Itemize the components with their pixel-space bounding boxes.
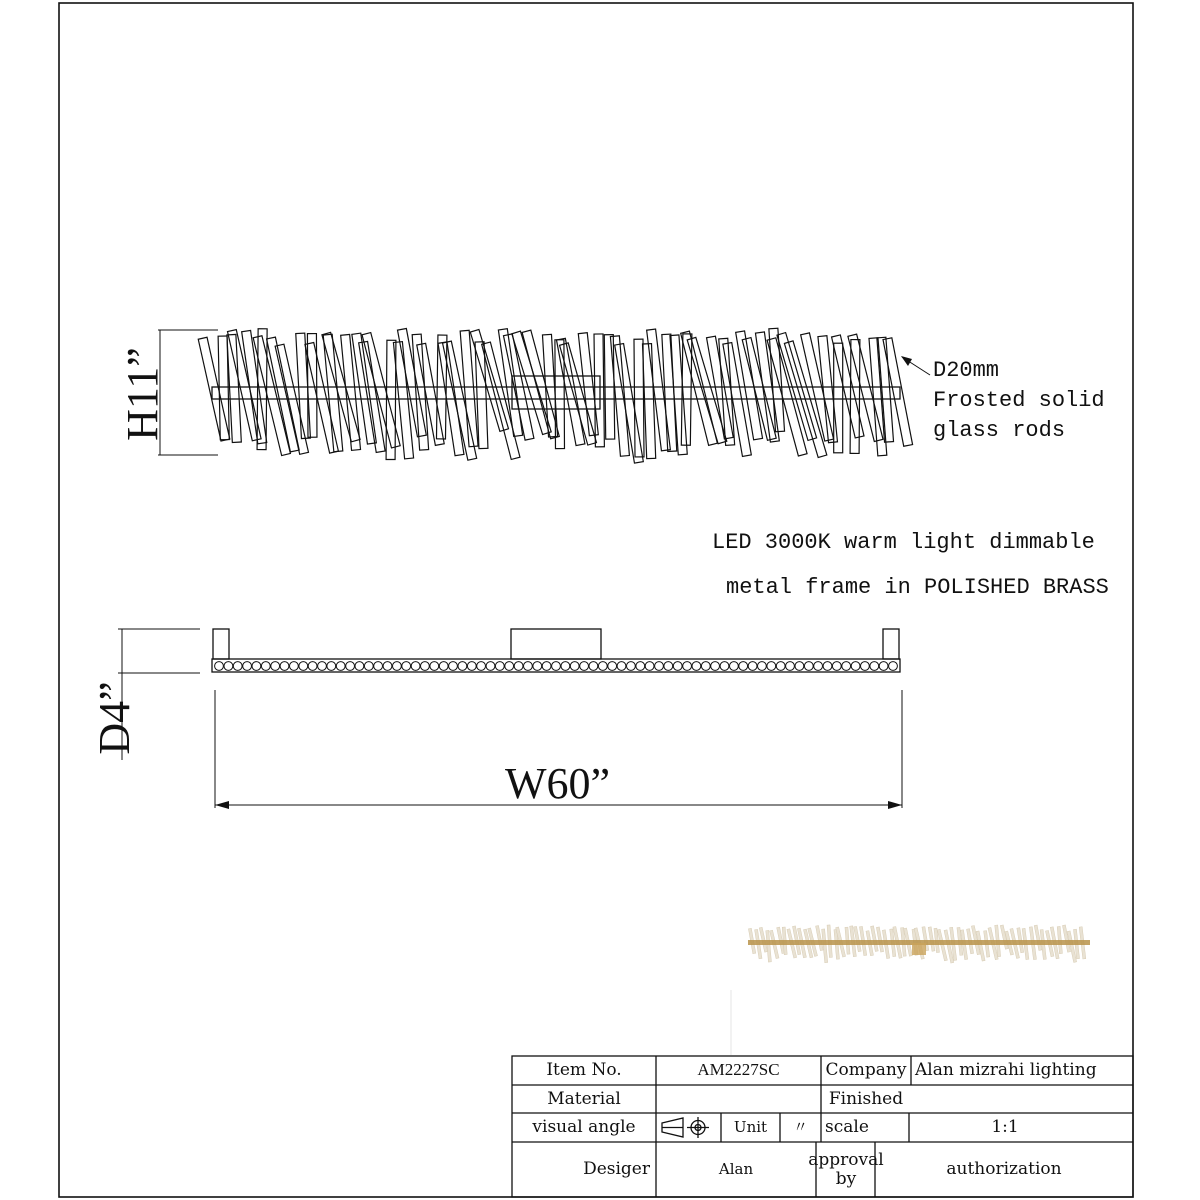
glass-rods-group — [198, 328, 912, 463]
rod-end-bead — [627, 662, 636, 671]
rod-end-bead — [290, 662, 299, 671]
rod-end-bead — [748, 662, 757, 671]
authorization-label: authorization — [946, 1159, 1062, 1180]
rod-end-bead — [346, 662, 355, 671]
rod-end-bead — [486, 662, 495, 671]
company-value: Alan mizrahi lighting — [915, 1060, 1097, 1081]
rod-end-bead — [374, 662, 383, 671]
rod-end-bead — [449, 662, 458, 671]
rod-end-bead — [832, 662, 841, 671]
rod-end-bead — [280, 662, 289, 671]
rod-end-bead — [580, 662, 589, 671]
company-label: Company — [825, 1060, 907, 1081]
rod-material-note-line2: glass rods — [933, 418, 1066, 443]
rod-end-bead — [393, 662, 402, 671]
finished-value — [911, 1085, 1133, 1113]
rod-end-bead — [786, 662, 795, 671]
material-value — [656, 1085, 821, 1113]
rod-end-bead — [402, 662, 411, 671]
rod-end-bead — [851, 662, 860, 671]
rod-end-bead — [683, 662, 692, 671]
rod-end-bead — [739, 662, 748, 671]
rod-end-bead — [673, 662, 682, 671]
rod-end-bead — [261, 662, 270, 671]
rod-end-bead — [664, 662, 673, 671]
rod-end-bead — [477, 662, 486, 671]
rod-end-bead — [636, 662, 645, 671]
product-photo — [748, 925, 1090, 963]
glass-rod — [267, 337, 300, 452]
rod-end-bead — [383, 662, 392, 671]
projection-symbol-icon — [662, 1117, 709, 1138]
rod-end-bead — [879, 662, 888, 671]
rod-end-bead — [655, 662, 664, 671]
frame-spec-note: metal frame in POLISHED BRASS — [726, 575, 1109, 600]
sheet-border — [59, 3, 1133, 1197]
side-view-left-bracket — [213, 629, 229, 659]
rod-end-bead — [861, 662, 870, 671]
item-no-value: AM2227SC — [697, 1060, 780, 1080]
side-view-canopy — [511, 629, 601, 659]
approval-label: approval by — [808, 1150, 884, 1189]
rod-end-bead — [243, 662, 252, 671]
rod-end-bead — [767, 662, 776, 671]
rod-end-bead — [692, 662, 701, 671]
rod-end-bead — [617, 662, 626, 671]
rod-end-bead — [645, 662, 654, 671]
rod-end-bead — [421, 662, 430, 671]
rod-note-arrowhead — [901, 356, 912, 366]
photo-glass-rod — [1034, 925, 1042, 950]
rod-material-note-line1: Frosted solid — [933, 388, 1105, 413]
rod-end-bead — [514, 662, 523, 671]
width-dimension-label: W60” — [505, 759, 611, 808]
rod-end-bead — [720, 662, 729, 671]
rod-end-bead — [814, 662, 823, 671]
rod-end-bead — [364, 662, 373, 671]
rod-end-bead — [889, 662, 898, 671]
rod-end-bead — [842, 662, 851, 671]
rod-end-bead — [467, 662, 476, 671]
scale-value: 1:1 — [991, 1117, 1019, 1138]
material-label: Material — [547, 1088, 621, 1109]
item-no-label: Item No. — [546, 1060, 622, 1081]
rod-end-bead — [355, 662, 364, 671]
glass-rod — [359, 341, 385, 452]
rod-end-bead — [758, 662, 767, 671]
glass-rod — [341, 334, 361, 450]
rod-end-bead — [561, 662, 570, 671]
glass-rod — [594, 334, 604, 447]
unit-label: Unit — [733, 1118, 768, 1137]
rod-end-bead — [524, 662, 533, 671]
rod-end-bead — [608, 662, 617, 671]
light-spec-note: LED 3000K warm light dimmable — [712, 530, 1095, 555]
rod-end-bead — [336, 662, 345, 671]
width-dim-arrow-right — [888, 801, 902, 809]
unit-value: 〃 — [792, 1118, 808, 1137]
glass-rod — [560, 343, 597, 445]
finished-label: Finished — [828, 1088, 904, 1109]
rod-end-bead — [598, 662, 607, 671]
rod-end-bead — [430, 662, 439, 671]
rod-end-bead — [308, 662, 317, 671]
height-dimension-label: H11” — [118, 347, 167, 441]
glass-rod — [670, 335, 687, 455]
rod-end-bead — [542, 662, 551, 671]
glass-rod — [198, 337, 230, 441]
rod-end-bead — [458, 662, 467, 671]
rod-end-bead — [224, 662, 233, 671]
glass-rod — [642, 344, 655, 459]
rod-end-bead — [730, 662, 739, 671]
depth-dimension-label: D4” — [90, 681, 139, 755]
rod-end-bead — [711, 662, 720, 671]
rod-end-bead — [252, 662, 261, 671]
side-view-beads-group — [215, 662, 898, 671]
rod-end-bead — [870, 662, 879, 671]
rod-end-bead — [776, 662, 785, 671]
glass-rod — [687, 337, 727, 443]
rod-end-bead — [327, 662, 336, 671]
visual-angle-label: visual angle — [532, 1117, 636, 1138]
side-view-right-bracket — [883, 629, 899, 659]
rod-diameter-note: D20mm — [933, 358, 1000, 383]
scale-label: scale — [825, 1117, 869, 1138]
glass-rod — [834, 343, 843, 453]
rod-end-bead — [589, 662, 598, 671]
rod-end-bead — [271, 662, 280, 671]
rod-end-bead — [552, 662, 561, 671]
rod-end-bead — [439, 662, 448, 671]
rod-end-bead — [570, 662, 579, 671]
rod-end-bead — [411, 662, 420, 671]
rod-end-bead — [533, 662, 542, 671]
rod-end-bead — [804, 662, 813, 671]
rod-end-bead — [233, 662, 242, 671]
rod-end-bead — [701, 662, 710, 671]
rod-end-bead — [505, 662, 514, 671]
designer-label: Desiger — [583, 1159, 650, 1180]
glass-rod — [253, 336, 290, 456]
width-dim-arrow-left — [215, 801, 229, 809]
rod-end-bead — [823, 662, 832, 671]
rod-end-bead — [215, 662, 224, 671]
rod-end-bead — [299, 662, 308, 671]
rod-end-bead — [318, 662, 327, 671]
rod-end-bead — [495, 662, 504, 671]
rod-end-bead — [795, 662, 804, 671]
designer-value: Alan — [718, 1160, 754, 1179]
